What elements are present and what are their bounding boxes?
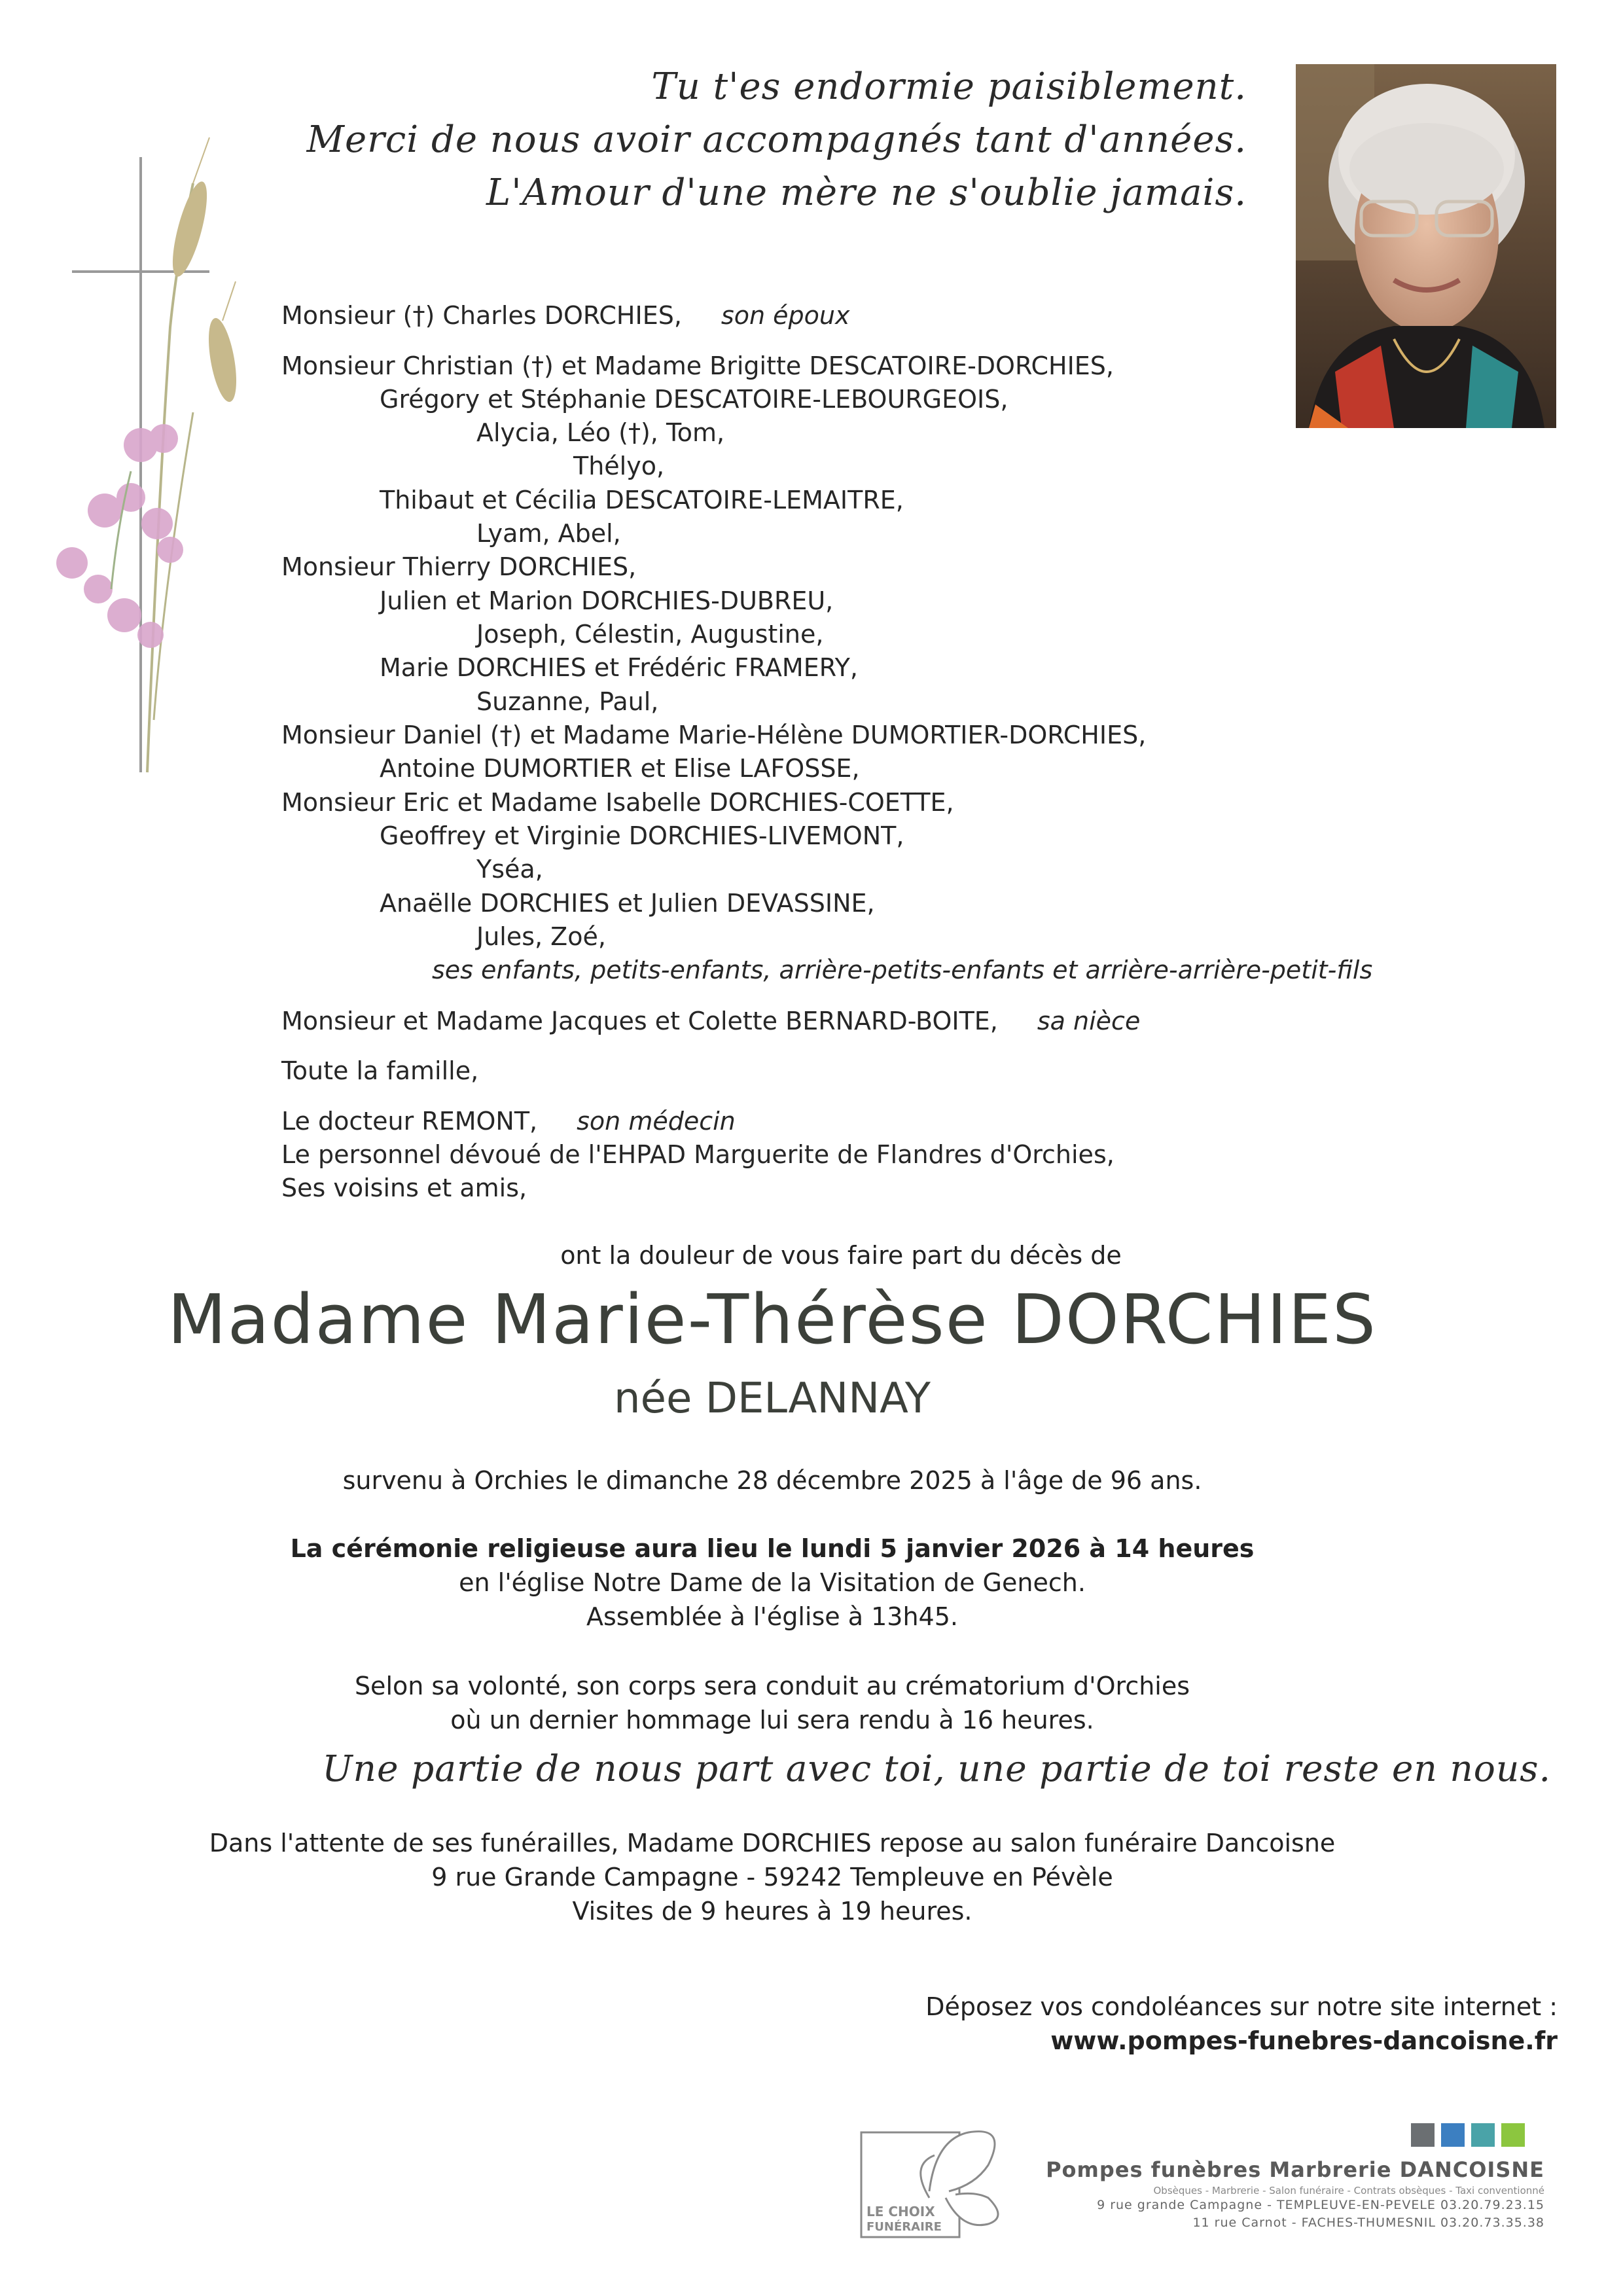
family-line: Julien et Marion DORCHIES-DUBREU,	[380, 586, 834, 615]
condolences-text: Déposez vos condoléances sur notre site internet :	[925, 1992, 1558, 2021]
poem-line: Merci de nous avoir accompagnés tant d'années.	[306, 118, 1247, 161]
announcement-intro: ont la douleur de vous faire part du décès de	[560, 1241, 1122, 1270]
company-address: 11 rue Carnot - FACHES-THUMESNIL 03.20.73.35.38	[1192, 2215, 1544, 2230]
company-services: Obsèques - Marbrerie - Salon funéraire - Contrats obsèques - Taxi conventionné	[1153, 2185, 1544, 2197]
family-line-doctor	[281, 1107, 736, 1136]
birth-name: née DELANNAY	[614, 1374, 931, 1423]
relation: sa nièce	[1037, 1007, 1141, 1035]
family-line: Monsieur Christian (†) et Madame Brigitte DESCATOIRE-DORCHIES,	[281, 351, 1114, 380]
family-member: Monsieur (†) Charles DORCHIES,	[281, 301, 682, 330]
salon-line: Dans l'attente de ses funérailles, Madame DORCHIES repose au salon funéraire Dancoisne	[209, 1829, 1336, 1857]
family-line: Anaëlle DORCHIES et Julien DEVASSINE,	[380, 889, 875, 918]
brand-square-gray	[1411, 2123, 1435, 2147]
brand-squares	[1411, 2123, 1531, 2147]
brand-square-green	[1501, 2123, 1525, 2147]
family-line: Marie DORCHIES et Frédéric FRAMERY,	[380, 653, 858, 682]
family-line: Jules, Zoé,	[476, 922, 606, 951]
salon-address: 9 rue Grande Campagne - 59242 Templeuve en Pévèle	[431, 1863, 1113, 1892]
family-line: Le personnel dévoué de l'EHPAD Marguerite de Flandres d'Orchies,	[281, 1140, 1115, 1169]
family-line: Yséa,	[476, 855, 543, 884]
family-line: Joseph, Célestin, Augustine,	[476, 620, 824, 649]
family-line: Monsieur Eric et Madame Isabelle DORCHIES-COETTE,	[281, 788, 954, 817]
family-line: Thibaut et Cécilia DESCATOIRE-LEMAITRE,	[380, 486, 904, 514]
company-address: 9 rue grande Campagne - TEMPLEUVE-EN-PEVELE 03.20.79.23.15	[1097, 2198, 1544, 2212]
cremation-details	[0, 1669, 1584, 1737]
le-choix-funeraire-logo	[857, 2119, 1021, 2244]
condolences-link[interactable]: www.pompes-funebres-dancoisne.fr	[1050, 2026, 1558, 2055]
ceremony-place: en l'église Notre Dame de la Visitation de Genech.	[459, 1568, 1086, 1597]
family-line-1	[281, 301, 849, 330]
family-line: Grégory et Stéphanie DESCATOIRE-LEBOURGEOIS,	[380, 385, 1008, 414]
poem-line: Tu t'es endormie paisiblement.	[651, 65, 1247, 108]
family-member: Monsieur et Madame Jacques et Colette BERNARD-BOITE,	[281, 1007, 998, 1035]
family-line: Antoine DUMORTIER et Elise LAFOSSE,	[380, 754, 860, 783]
family-line: Alycia, Léo (†), Tom,	[476, 418, 725, 447]
family-line: Monsieur Daniel (†) et Madame Marie-Hélène DUMORTIER-DORCHIES,	[281, 721, 1147, 749]
family-line: Toute la famille,	[281, 1056, 479, 1085]
family-line: Lyam, Abel,	[476, 519, 621, 548]
motto: Une partie de nous part avec toi, une partie de toi reste en nous.	[322, 1748, 1551, 1789]
relation: son médecin	[577, 1107, 736, 1136]
relation: son époux	[721, 301, 850, 330]
family-line: Geoffrey et Virginie DORCHIES-LIVEMONT,	[380, 821, 904, 850]
company-info	[1046, 2157, 1544, 2232]
poem-line: L'Amour d'une mère ne s'oublie jamais.	[486, 171, 1247, 214]
family-summary: ses enfants, petits-enfants, arrière-petits-enfants et arrière-arrière-petit-fils	[432, 956, 1373, 984]
death-details: survenu à Orchies le dimanche 28 décembre 2025 à l'âge de 96 ans.	[342, 1466, 1202, 1495]
logo-text: LE CHOIX	[866, 2204, 935, 2219]
brand-square-teal	[1471, 2123, 1495, 2147]
family-line: Suzanne, Paul,	[476, 687, 659, 716]
cremation-line: Selon sa volonté, son corps sera conduit au crématorium d'Orchies	[354, 1672, 1190, 1700]
ceremony-details	[0, 1532, 1584, 1634]
family-member: Le docteur REMONT,	[281, 1107, 538, 1136]
company-name: Pompes funèbres Marbrerie DANCOISNE	[1046, 2157, 1544, 2182]
deceased-name: Madame Marie-Thérèse DORCHIES	[168, 1280, 1377, 1359]
family-line: Ses voisins et amis,	[281, 1174, 527, 1202]
family-line-niece	[281, 1007, 1140, 1035]
logo-text: FUNÉRAIRE	[866, 2220, 942, 2234]
cremation-line: où un dernier hommage lui sera rendu à 16 heures.	[450, 1706, 1094, 1734]
salon-details	[0, 1826, 1584, 1928]
ceremony-date: La cérémonie religieuse aura lieu le lundi 5 janvier 2026 à 14 heures	[290, 1534, 1255, 1563]
family-line: Thélyo,	[573, 452, 665, 480]
salon-hours: Visites de 9 heures à 19 heures.	[572, 1897, 972, 1926]
ceremony-gathering: Assemblée à l'église à 13h45.	[586, 1602, 958, 1631]
brand-square-blue	[1441, 2123, 1465, 2147]
condolences	[925, 1990, 1558, 2058]
family-line: Monsieur Thierry DORCHIES,	[281, 552, 637, 581]
